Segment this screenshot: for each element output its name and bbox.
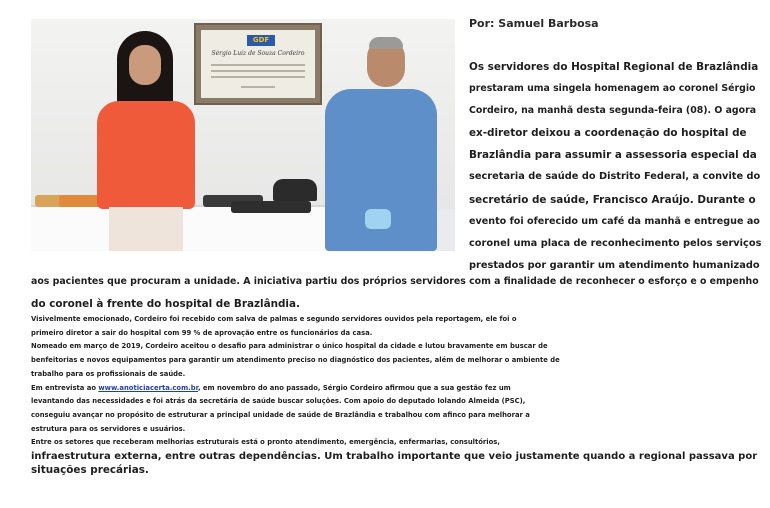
text-line: conseguiu avançar no propósito de estruturar a principal unidade de saúde de Brazlândia e trabalhou com afinco para melhorar a <box>31 410 530 419</box>
text-line: secretaria de saúde do Distrito Federal, a convite do <box>469 171 761 183</box>
interview-line <box>31 382 757 396</box>
news-site-link[interactable]: www.anoticiacerta.com.br <box>98 383 198 392</box>
text-line: do coronel à frente do hospital de Brazlândia. <box>31 298 300 310</box>
honor-plaque <box>194 23 322 105</box>
text-line: estrutura para os servidores e usuários. <box>31 424 186 433</box>
text-line: coronel uma placa de reconhecimento pelos serviços <box>469 237 762 249</box>
text-fragment: , em novembro do ano passado, Sérgio Cordeiro afirmou que a sua gestão fez um <box>197 383 511 392</box>
face-mask <box>365 209 391 229</box>
text-line: Nomeado em março de 2019, Cordeiro aceitou o desafio para administrar o único hospital da cidade e lutou bravamente em buscar de <box>31 342 548 351</box>
text-line: primeiro diretor a sair do hospital com 99 % de aprovação entre os funcionários da casa. <box>31 328 373 337</box>
plaque-text-line <box>211 76 305 78</box>
article-column <box>469 56 762 277</box>
plaque-face <box>201 30 315 98</box>
text-line: benfeitorias e novos equipamentos para garantir um atendimento preciso no diagnóstico dos pacientes, além de melhorar o ambiente de <box>31 356 560 365</box>
plaque-text-line <box>211 70 305 72</box>
text-line: aos pacientes que procuram a unidade. A iniciativa partiu dos próprios servidores com a finalidade de reconhecer o esforço e o empenho <box>31 276 759 287</box>
text-line: evento foi oferecido um café da manhã e entregue ao <box>469 215 760 227</box>
text-fragment: Em entrevista ao <box>31 383 99 392</box>
plaque-name: Sérgio Luiz de Souza Cordeiro <box>211 50 305 57</box>
food-box <box>231 201 311 213</box>
text-line: prestaram uma singela homenagem ao coronel Sérgio <box>469 83 756 95</box>
plaque-text-line <box>211 64 305 66</box>
article-body <box>31 313 757 477</box>
text-line: Brazlândia para assumir a assessoria especial da <box>469 149 757 162</box>
woman-pants <box>109 207 183 251</box>
byline: Por: Samuel Barbosa <box>469 17 599 30</box>
text-line: prestados por garantir um atendimento humanizado <box>469 259 760 271</box>
text-line: infraestrutura externa, entre outras dependências. Um trabalho importante que veio justamente quando a regional passava por <box>31 451 758 463</box>
text-line: Cordeiro, na manhã desta segunda-feira (08). O agora <box>469 105 757 117</box>
woman-face <box>129 45 161 85</box>
text-line: situações precárias. <box>31 463 149 476</box>
article-photo <box>31 19 455 251</box>
chair <box>273 179 317 201</box>
plaque-text-line <box>241 86 275 88</box>
man-hair <box>369 37 403 49</box>
woman-figure <box>97 101 195 209</box>
article-paragraph-1 <box>31 271 759 315</box>
text-line: Os servidores do Hospital Regional de Brazlândia <box>469 61 759 73</box>
text-line: trabalho para os profissionais de saúde. <box>31 369 186 378</box>
text-line: Entre os setores que receberam melhorias estruturais está o pronto atendimento, emergência, enfermarias, consultórios, <box>31 438 500 447</box>
text-line: Visivelmente emocionado, Cordeiro foi recebido com salva de palmas e segundo servidores ouvidos pela reportagem, ele foi o <box>31 315 517 323</box>
text-line: levantando das necessidades e foi atrás da secretária de saúde buscar soluções. Com apoio do deputado Iolando Almeida (PSC), <box>31 397 526 406</box>
plaque-logo: GDF <box>247 35 275 46</box>
text-line: ex-diretor deixou a coordenação do hospital de <box>469 127 747 140</box>
text-line: secretário de saúde, Francisco Araújo. Durante o <box>469 193 756 206</box>
